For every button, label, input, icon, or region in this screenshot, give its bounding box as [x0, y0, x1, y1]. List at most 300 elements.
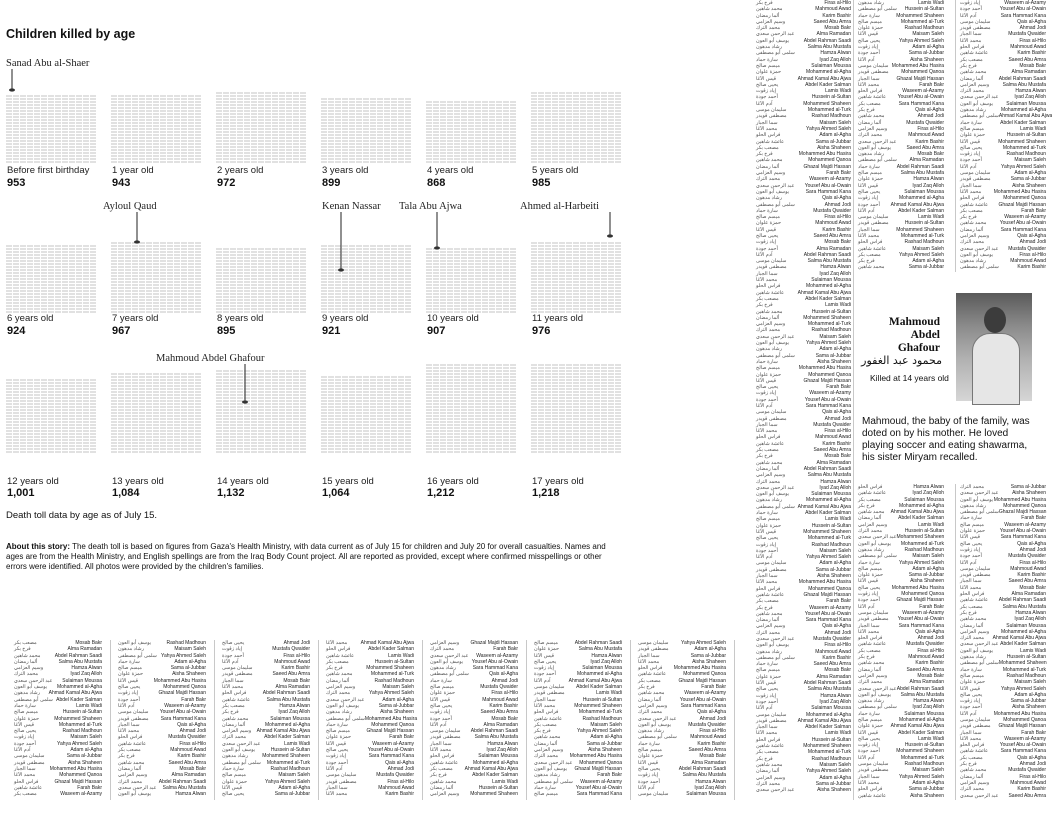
name-latin: Farah Bakr: [701, 684, 726, 691]
name-latin: Mahmoud Awad: [815, 434, 851, 441]
name-arabic: رشاد مدهون: [756, 497, 782, 504]
name-latin: Abdel Kader Salman: [56, 696, 102, 703]
profile-name: Mahmoud Abdel Ghafour: [888, 316, 940, 354]
name-latin: Lamis Wadi: [596, 690, 622, 697]
name-arabic: آدم الآغا: [858, 754, 875, 761]
name-latin: Sara Hammad Kana: [1000, 226, 1046, 233]
name-arabic: سلمى أبو مصطفى: [858, 6, 897, 13]
name-latin: Iyad Zaq Alloh: [1014, 616, 1046, 623]
name-arabic: يحيى صالح: [858, 37, 881, 44]
name-latin: Salma Abu Mustafa: [162, 784, 206, 791]
name-latin: Mustafa Qwaider: [813, 421, 851, 428]
name-latin: Qais al-Agha: [915, 628, 944, 635]
name-latin: Ahmad Kamal Abu Ajwa: [890, 201, 944, 208]
name-latin: Lamis Wadi: [388, 652, 414, 659]
name-latin: Mohammed al-Agha: [805, 69, 851, 76]
name-latin: Ahmad Kamal Abu Ajwa: [797, 503, 851, 510]
names-column: [960, 484, 1046, 800]
column-divider: [853, 0, 854, 800]
name-latin: Hamza Alwan: [175, 791, 206, 798]
name-arabic: يوسف أبو العون: [858, 540, 892, 547]
name-arabic: يوسف أبو العون: [960, 496, 994, 503]
name-arabic: محمد شاهين: [638, 690, 665, 697]
name-arabic: سلمى أبو مصطفى: [960, 264, 999, 271]
name-arabic: فرح بكر: [756, 604, 773, 611]
name-arabic: ألما رمضان: [756, 617, 780, 624]
name-latin: Maisam Saleh: [912, 767, 944, 774]
name-arabic: ميسم صالح: [960, 125, 984, 132]
name-arabic: مصطفى قويدر: [960, 572, 991, 579]
name-arabic: فرح بكر: [430, 772, 447, 779]
name-arabic: محمد شاهين: [222, 715, 249, 722]
name-latin: Lamis Wadi: [1020, 647, 1046, 654]
name-latin: Mohammed al-Agha: [56, 684, 102, 691]
name-latin: Sama al-Jubbar: [1010, 176, 1046, 183]
name-arabic: وسيم العزامي: [756, 170, 786, 177]
name-latin: Mohammed Shaheen: [803, 743, 851, 750]
name-arabic: عائشة شاهين: [222, 696, 251, 703]
name-arabic: إياد زقوت: [118, 690, 139, 697]
name-latin: Mustafa Qwaider: [272, 646, 310, 653]
column-divider: [630, 640, 631, 800]
name-arabic: أحمد جودة: [960, 553, 982, 560]
name-arabic: آدم الآغا: [222, 658, 239, 665]
age-count: 924: [7, 325, 26, 337]
name-latin: Aisha Shaheen: [1012, 182, 1046, 189]
name-arabic: وسيم العزامي: [858, 672, 888, 679]
name-arabic: عبد الرحمن سعدي: [960, 490, 999, 497]
name-latin: Hussein al-Sultan: [374, 658, 414, 665]
name-latin: Mohammed al-Agha: [805, 283, 851, 290]
name-latin: Mustafa Qwaider: [1008, 245, 1046, 252]
name-latin: Aisha Shaheen: [910, 792, 944, 799]
name-arabic: أحمد جودة: [960, 6, 982, 13]
name-latin: Lamis Wadi: [825, 516, 851, 523]
data-note: Death toll data by age as of July 15.: [6, 510, 158, 521]
name-arabic: رشاد مدهون: [756, 44, 782, 51]
name-latin: Mohammed al-Turk: [807, 535, 851, 542]
name-arabic: فرح بكر: [756, 302, 773, 309]
name-arabic: ميسم صالح: [222, 772, 246, 779]
name-latin: Hamza Alwan: [820, 50, 851, 57]
name-latin: Aisha Shaheen: [817, 358, 851, 365]
name-latin: Mahmoud Awad: [1010, 779, 1046, 786]
name-latin: Ahmad Jodi: [824, 629, 851, 636]
name-latin: Sama al-Jubbar: [908, 50, 944, 57]
name-latin: Sulaiman Moussa: [62, 677, 102, 684]
name-arabic: آدم الآغا: [960, 12, 977, 19]
name-latin: Mahmoud Awad: [482, 696, 518, 703]
name-arabic: حمزة علوان: [756, 371, 782, 378]
name-latin: Ghazal Majdi Hassan: [158, 690, 206, 697]
name-arabic: فرح بكر: [858, 502, 875, 509]
name-arabic: يحيى صالح: [638, 765, 661, 772]
name-latin: Iyad Zaq Alloh: [70, 671, 102, 678]
column-divider: [214, 640, 215, 800]
name-arabic: فراس الحلو: [534, 709, 559, 716]
name-arabic: رشاد مدهون: [638, 728, 664, 735]
name-latin: Abdel Rahman Saadi: [678, 765, 726, 772]
age-label: Before first birthday: [7, 165, 90, 176]
name-latin: Ghazal Majdi Hassan: [896, 75, 944, 82]
name-latin: Lamis Wadi: [918, 521, 944, 528]
name-arabic: عبد الرحمن سعدي: [756, 787, 795, 794]
name-latin: Hussein al-Sultan: [1006, 132, 1046, 139]
name-arabic: مصطفى قويدر: [638, 646, 669, 653]
name-arabic: أحمد جودة: [756, 94, 778, 101]
name-arabic: محمد الترك: [326, 690, 351, 697]
name-latin: Rashad Madhoun: [811, 541, 851, 548]
name-arabic: ألما رمضان: [326, 677, 350, 684]
name-latin: Farah Bakr: [1021, 207, 1046, 214]
name-arabic: قيس الآغا: [430, 696, 451, 703]
name-arabic: يوسف أبو العون: [326, 702, 360, 709]
name-arabic: فراس الحلو: [326, 646, 351, 653]
name-arabic: فراس الحلو: [756, 132, 781, 139]
name-latin: Adam al-Agha: [819, 774, 851, 781]
name-latin: Rashad Madhoun: [582, 715, 622, 722]
name-arabic: يوسف أبو العون: [638, 721, 672, 728]
name-latin: Hussein al-Sultan: [904, 528, 944, 535]
age-label: 2 years old: [217, 165, 264, 176]
name-latin: Mahmoud Awad: [690, 734, 726, 741]
name-latin: Firas al-Hilo: [283, 652, 310, 659]
name-arabic: سليمان موسى: [858, 62, 889, 69]
name-latin: Abdel Kader Salman: [898, 207, 944, 214]
name-arabic: آدم الآغا: [960, 163, 977, 170]
names-column: [858, 0, 944, 272]
name-arabic: سارة حماد: [430, 677, 452, 684]
name-latin: Ghazal Majdi Hassan: [54, 778, 102, 785]
name-arabic: سارة حماد: [326, 721, 348, 728]
name-latin: Sama al-Jubbar: [815, 566, 851, 573]
name-arabic: عبد الرحمن سعدي: [960, 641, 999, 648]
name-latin: Adam al-Agha: [819, 560, 851, 567]
name-arabic: وسيم العزامي: [326, 684, 356, 691]
name-arabic: فراس الحلو: [756, 434, 781, 441]
name-latin: Hussein al-Sultan: [904, 742, 944, 749]
name-latin: Adam al-Agha: [70, 747, 102, 754]
name-arabic: وسيم العزامي: [858, 125, 888, 132]
age-grid-5: [531, 93, 621, 162]
name-latin: Ghazal Majdi Hassan: [998, 201, 1046, 208]
name-arabic: سارة حماد: [534, 784, 556, 791]
name-latin: Farah Bakr: [919, 603, 944, 610]
name-arabic: أحمد جودة: [638, 778, 660, 785]
name-latin: Salma Abu Mustafa: [1002, 81, 1046, 88]
name-arabic: عائشة شاهين: [960, 597, 989, 604]
name-arabic: حمزة علوان: [960, 528, 986, 535]
callout-marker: [607, 234, 613, 237]
name-latin: Mohammed Shaheen: [803, 100, 851, 107]
name-latin: Rashad Madhoun: [904, 546, 944, 553]
name-latin: Hussein al-Sultan: [478, 784, 518, 791]
name-arabic: محمد شاهين: [858, 509, 885, 516]
name-latin: Hamza Alwan: [820, 692, 851, 699]
names-column: [638, 640, 726, 800]
name-latin: Waseem al-Azamy: [809, 604, 851, 611]
name-arabic: عائشة شاهين: [14, 784, 43, 791]
name-arabic: سارة حماد: [756, 358, 778, 365]
name-latin: Mosab Bakr: [824, 239, 851, 246]
name-latin: Ghazal Majdi Hassan: [803, 591, 851, 598]
age-label: 7 years old: [112, 313, 159, 324]
name-latin: Karim Bashir: [1017, 572, 1046, 579]
name-arabic: يحيى صالح: [960, 144, 983, 151]
name-arabic: محمد شاهين: [756, 761, 783, 768]
name-latin: Sulaiman Moussa: [270, 715, 310, 722]
name-latin: Yahya Ahmed Saleh: [1001, 685, 1046, 692]
name-latin: Waseem al-Azamy: [372, 740, 414, 747]
name-arabic: فرح بكر: [638, 684, 655, 691]
name-latin: Sara Hammad Kana: [368, 753, 414, 760]
name-arabic: أحمد جودة: [14, 740, 36, 747]
name-latin: Farah Bakr: [597, 772, 622, 779]
name-latin: Alma Ramadan: [67, 646, 102, 653]
name-arabic: يحيى صالح: [222, 640, 245, 646]
name-arabic: يحيى صالح: [222, 791, 245, 798]
name-latin: Sulaiman Moussa: [904, 188, 944, 195]
name-latin: Salma Abu Mustafa: [682, 772, 726, 779]
name-latin: Yousef Abu al-Owain: [804, 610, 851, 617]
name-latin: Rashad Madhoun: [374, 677, 414, 684]
name-arabic: عبد الرحمن سعدي: [222, 740, 261, 747]
name-latin: Rashad Madhoun: [904, 761, 944, 768]
name-latin: Mohammed Shaheen: [896, 748, 944, 755]
name-arabic: حمزة علوان: [14, 715, 40, 722]
name-arabic: فراس الحلو: [14, 778, 39, 785]
name-arabic: سارة حماد: [858, 163, 880, 170]
name-arabic: محمد الترك: [960, 786, 985, 793]
name-latin: Yahya Ahmed Saleh: [161, 652, 206, 659]
name-arabic: فراس الحلو: [118, 734, 143, 741]
name-latin: Ahmad Jodi: [699, 715, 726, 722]
name-latin: Abdel Rahman Saadi: [998, 597, 1046, 604]
name-latin: Maisam Saleh: [70, 734, 102, 741]
name-arabic: سليمان موسى: [638, 640, 669, 646]
name-arabic: محمد الترك: [960, 88, 985, 95]
name-arabic: أحمد جودة: [326, 759, 348, 766]
name-latin: Qais al-Agha: [1017, 754, 1046, 761]
name-arabic: رشاد مدهون: [326, 709, 352, 716]
name-latin: Ahmad Kamal Abu Ajwa: [797, 717, 851, 724]
name-arabic: حمزة علوان: [858, 723, 884, 730]
name-arabic: محمد الترك: [858, 132, 883, 139]
name-arabic: عبد الرحمن سعدي: [118, 784, 157, 791]
age-count: 943: [112, 177, 131, 189]
name-latin: Ahmad Jodi: [491, 677, 518, 684]
age-count: 1,132: [217, 487, 245, 499]
name-latin: Mohammed Abu Hasira: [153, 677, 206, 684]
name-arabic: محمد الآغا: [858, 628, 880, 635]
name-latin: Yousef Abu al-Owain: [999, 6, 1046, 13]
name-arabic: آدم الآغا: [14, 747, 31, 754]
name-latin: Qais al-Agha: [1017, 232, 1046, 239]
name-latin: Waseem al-Azamy: [684, 690, 726, 697]
about-label: About this story:: [6, 542, 70, 551]
name-entry: [960, 264, 1046, 270]
name-latin: Aisha Shaheen: [380, 709, 414, 716]
name-arabic: وسيم العزامي: [960, 81, 990, 88]
name-latin: Mohammed Qanoa: [163, 684, 206, 691]
name-arabic: سليمان موسى: [118, 709, 149, 716]
name-arabic: سارة حماد: [756, 56, 778, 63]
name-latin: Mosab Bakr: [75, 640, 102, 646]
name-arabic: سليمان موسى: [858, 761, 889, 768]
name-arabic: عائشة شاهين: [858, 641, 887, 648]
name-latin: Sara Hammad Kana: [576, 791, 622, 798]
name-arabic: سارة حماد: [14, 702, 36, 709]
name-arabic: آدم الآغا: [960, 710, 977, 717]
name-arabic: عائشة شاهين: [960, 201, 989, 208]
name-latin: Salma Abu Mustafa: [1002, 603, 1046, 610]
name-arabic: يحيى صالح: [960, 691, 983, 698]
name-latin: Sulaiman Moussa: [904, 710, 944, 717]
name-latin: Abdel Rahman Saadi: [803, 37, 851, 44]
name-latin: Hamza Alwan: [913, 698, 944, 705]
name-latin: Maisam Saleh: [278, 772, 310, 779]
name-latin: Saeed Abu Amra: [168, 759, 206, 766]
name-latin: Farah Bakr: [826, 384, 851, 391]
name-latin: Sara Hammad Kana: [680, 702, 726, 709]
name-latin: Mosab Bakr: [1019, 584, 1046, 591]
name-arabic: ألما رمضان: [756, 12, 780, 19]
profile-description: Mahmoud, the baby of the family, was doted on by his mother. He loved playing soccer and eating shawarma, his sister Miryam recalled.: [862, 416, 1030, 463]
age-grid-9: [321, 246, 411, 312]
name-arabic: محمد الآغا: [326, 640, 348, 646]
name-arabic: يحيى صالح: [534, 658, 557, 665]
name-latin: Waseem al-Azamy: [164, 702, 206, 709]
name-arabic: عائشة شاهين: [756, 289, 785, 296]
column-divider: [318, 640, 319, 800]
name-arabic: فرح بكر: [858, 107, 875, 114]
name-latin: Farah Bakr: [1021, 729, 1046, 736]
name-arabic: فراس الحلو: [756, 736, 781, 743]
name-latin: Firas al-Hilo: [917, 125, 944, 132]
name-arabic: حمزة علوان: [326, 734, 352, 741]
name-arabic: سليمان موسى: [960, 716, 991, 723]
name-arabic: يوسف أبو العون: [756, 37, 790, 44]
name-latin: Rashad Madhoun: [904, 25, 944, 32]
name-arabic: سارة حماد: [858, 559, 880, 566]
name-latin: Rashad Madhoun: [62, 728, 102, 735]
name-arabic: حمزة علوان: [430, 690, 456, 697]
age-count: 868: [427, 177, 446, 189]
name-latin: Mohammed Shaheen: [896, 226, 944, 233]
name-latin: Mohammed Abu Hasira: [798, 579, 851, 586]
name-arabic: حمزة علوان: [756, 220, 782, 227]
name-arabic: محمد شاهين: [118, 759, 145, 766]
age-grid-12: [6, 380, 96, 452]
name-latin: Hamza Alwan: [820, 478, 851, 485]
name-arabic: فراس الحلو: [858, 88, 883, 95]
name-arabic: رشاد مدهون: [858, 546, 884, 553]
name-latin: Firas al-Hilo: [179, 740, 206, 747]
callout-name: Ahmed al-Harbeiti: [520, 201, 600, 212]
profile-arabic-name: محمود عبد الغفور: [861, 354, 942, 367]
name-latin: Sama al-Jubbar: [378, 702, 414, 709]
name-latin: Mohammed Qanoa: [808, 585, 851, 592]
name-arabic: ألما رمضان: [756, 314, 780, 321]
name-arabic: مصعب بكر: [638, 677, 661, 684]
name-latin: Iyad Zaq Alloh: [912, 182, 944, 189]
name-arabic: مصطفى قويدر: [756, 415, 787, 422]
photo-figure-head: [984, 307, 1006, 333]
name-arabic: إياد زقوت: [858, 195, 879, 202]
name-arabic: محمد الآغا: [118, 728, 140, 735]
name-arabic: قيس الآغا: [960, 534, 981, 541]
name-latin: Sama al-Jubbar: [1010, 484, 1046, 490]
name-latin: Mohammed Qanoa: [1003, 716, 1046, 723]
name-latin: Karim Bashir: [697, 740, 726, 747]
name-arabic: فراس الحلو: [858, 635, 883, 642]
name-latin: Saeed Abu Amra: [1008, 56, 1046, 63]
name-latin: Rashad Madhoun: [1006, 672, 1046, 679]
name-arabic: محمد الترك: [756, 327, 781, 334]
name-latin: Lamis Wadi: [918, 735, 944, 742]
name-latin: Firas al-Hilo: [824, 0, 851, 6]
name-arabic: محمد شاهين: [14, 652, 41, 659]
name-arabic: يوسف أبو العون: [222, 747, 256, 754]
name-arabic: عبد الرحمن سعدي: [326, 696, 365, 703]
name-arabic: مصطفى قويدر: [858, 767, 889, 774]
name-latin: Abdel Rahman Saadi: [803, 251, 851, 258]
name-latin: Sara Hammad Kana: [160, 715, 206, 722]
name-latin: Alma Ramadan: [909, 679, 944, 686]
name-latin: Firas al-Hilo: [491, 690, 518, 697]
name-arabic: ميسم صالح: [756, 62, 780, 69]
name-arabic: محمد الآغا: [858, 81, 880, 88]
about-this-story: [6, 542, 618, 572]
name-latin: Firas al-Hilo: [699, 728, 726, 735]
name-arabic: فرح بكر: [960, 62, 977, 69]
name-arabic: قيس الآغا: [638, 759, 659, 766]
name-latin: Hamza Alwan: [695, 778, 726, 785]
name-arabic: ألما رمضان: [756, 163, 780, 170]
age-count: 1,212: [427, 487, 455, 499]
name-latin: Hussein al-Sultan: [811, 736, 851, 743]
name-arabic: سليمان موسى: [756, 711, 787, 718]
name-arabic: سلمى أبو مصطفى: [638, 734, 677, 741]
name-latin: Mustafa Qwaider: [906, 119, 944, 126]
name-arabic: سليمان موسى: [430, 728, 461, 735]
name-arabic: إياد زقوت: [638, 772, 659, 779]
name-latin: Karim Bashir: [489, 702, 518, 709]
name-latin: Karim Bashir: [385, 791, 414, 798]
name-latin: Maisam Saleh: [819, 119, 851, 126]
name-latin: Sama al-Jubbar: [66, 753, 102, 760]
name-arabic: مصعب بكر: [430, 765, 453, 772]
name-latin: Salma Abu Mustafa: [807, 472, 851, 479]
name-latin: Salma Abu Mustafa: [807, 686, 851, 693]
name-latin: Adam al-Agha: [694, 646, 726, 653]
name-arabic: ميسم صالح: [118, 665, 142, 672]
column-divider: [422, 640, 423, 800]
name-arabic: سارة حماد: [756, 510, 778, 517]
name-latin: Hamza Alwan: [913, 484, 944, 490]
name-arabic: ألما رمضان: [756, 768, 780, 775]
name-arabic: محمد شاهين: [534, 734, 561, 741]
callout-name: Ayloul Qaud: [103, 201, 157, 212]
age-count: 1,084: [112, 487, 140, 499]
name-arabic: أحمد جودة: [118, 696, 140, 703]
name-latin: Karim Bashir: [281, 665, 310, 672]
about-text: The death toll is based on figures from Gaza's Health Ministry, with data current as of July 15 for children and July 20 for overall casualties. Names and ages are from the Health Ministry, and English spellings are from the Iraq Body Count project. All are reported as provided, except where confirmed misspellings or other errors were identified. All photos were provided by the children's families.: [6, 542, 606, 571]
column-divider: [110, 640, 111, 800]
name-latin: Sara Hammad Kana: [898, 622, 944, 629]
name-latin: Ahmad Kamal Abu Ajwa: [360, 640, 414, 646]
name-latin: Mohammed Qanoa: [808, 157, 851, 164]
